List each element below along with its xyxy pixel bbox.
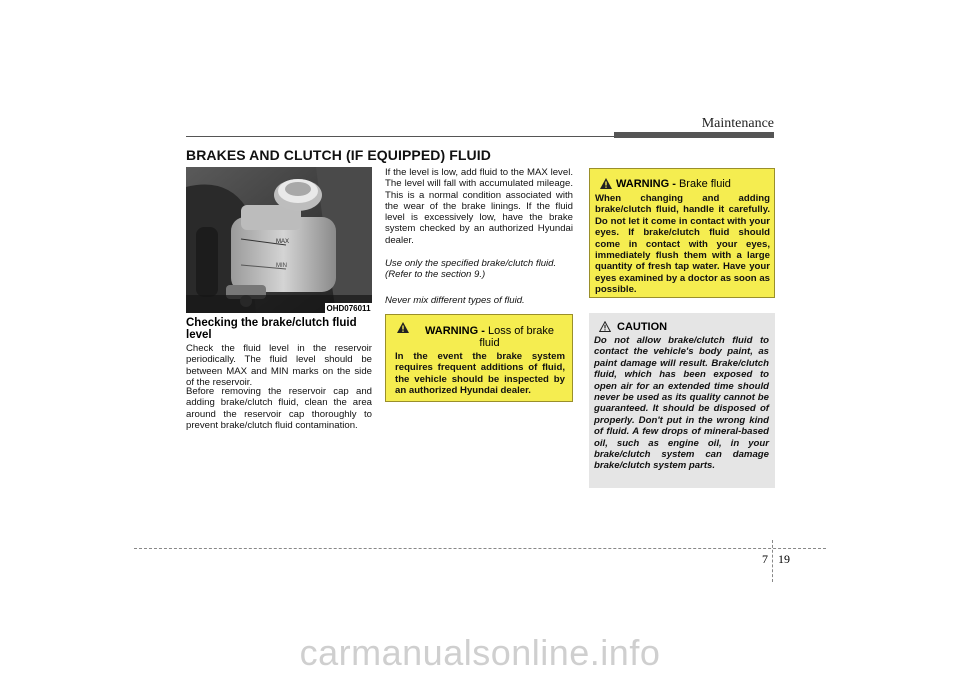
warning-title: Brake fluid [678,178,731,190]
warning-title-line2: fluid [479,337,500,349]
note-specified-fluid: Use only the specified brake/clutch fluid. (Refer to the section 9.) [385,258,557,281]
warning-text: In the event the brake system requires frequent additions of fluid, the vehicle should be inspected by an authorized Hyundai dealer. [395,351,565,397]
warning-icon [600,178,612,189]
warning-text: When changing and adding brake/clutch fluid, handle it carefully. Do not let it come in contact with your eyes. If brake/clutch fluid should come in contact with your eyes, immediately flush them with a large quantity of fresh tap water. Have your eyes examined by a doctor as soon as possible. [595,193,770,296]
watermark: carmanualsonline.info [299,632,661,673]
warning-prefix: WARNING - [425,325,485,337]
note-never-mix: Never mix different types of fluid. [385,295,525,306]
page-title: BRAKES AND CLUTCH (IF EQUIPPED) FLUID [186,147,491,163]
paragraph-check-level: Check the fluid level in the reservoir periodically. The fluid level should be between MAX and MIN marks on the side of the reservoir. [186,343,372,388]
subheading: Checking the brake/clutch fluid level [186,317,357,341]
page-number: 19 [778,552,790,566]
paragraph-if-low: If the level is low, add fluid to the MAX level. The level will fall with accumulated mileage. This is a normal condition associated with the wear of the brake linings. If the fluid level is excessively low, have the brake system checked by an authorized Hyundai dealer. [385,167,573,246]
chapter-number: 7 [762,552,768,566]
caution-box [589,313,775,488]
caution-icon [599,321,611,332]
caution-text: Do not allow brake/clutch fluid to contact the vehicle's body paint, as paint damage will result. Brake/clutch fluid, which has been exposed to open air for an extended time should never be used as its quality cannot be guaranteed. It should be disposed of properly. Don't put in the wrong kind of fluid. A few drops of mineral-based oil, such as engine oil, in your brake/clutch system can damage brake/clutch system parts. [594,335,769,472]
warning-prefix: WARNING - [616,178,676,190]
min-mark: MIN [276,263,287,269]
paragraph-before-removing: Before removing the reservoir cap and adding brake/clutch fluid, clean the area around the reservoir cap thoroughly to prevent brake/clutch fluid contamination. [186,386,372,431]
warning-title: Loss of brake [487,325,554,337]
caution-title: CAUTION [617,321,668,333]
header-rule [186,136,616,137]
footer-rule [134,548,826,549]
header-rule-accent [614,132,774,138]
figure-code: OHD076011 [326,304,371,313]
warning-icon [397,322,409,333]
warning-loss-of-fluid [385,314,573,402]
max-mark: MAX [276,239,290,245]
footer-divider [772,540,773,582]
reservoir-photo [186,167,372,313]
section-name: Maintenance [701,116,774,131]
warning-brake-fluid [589,168,775,298]
